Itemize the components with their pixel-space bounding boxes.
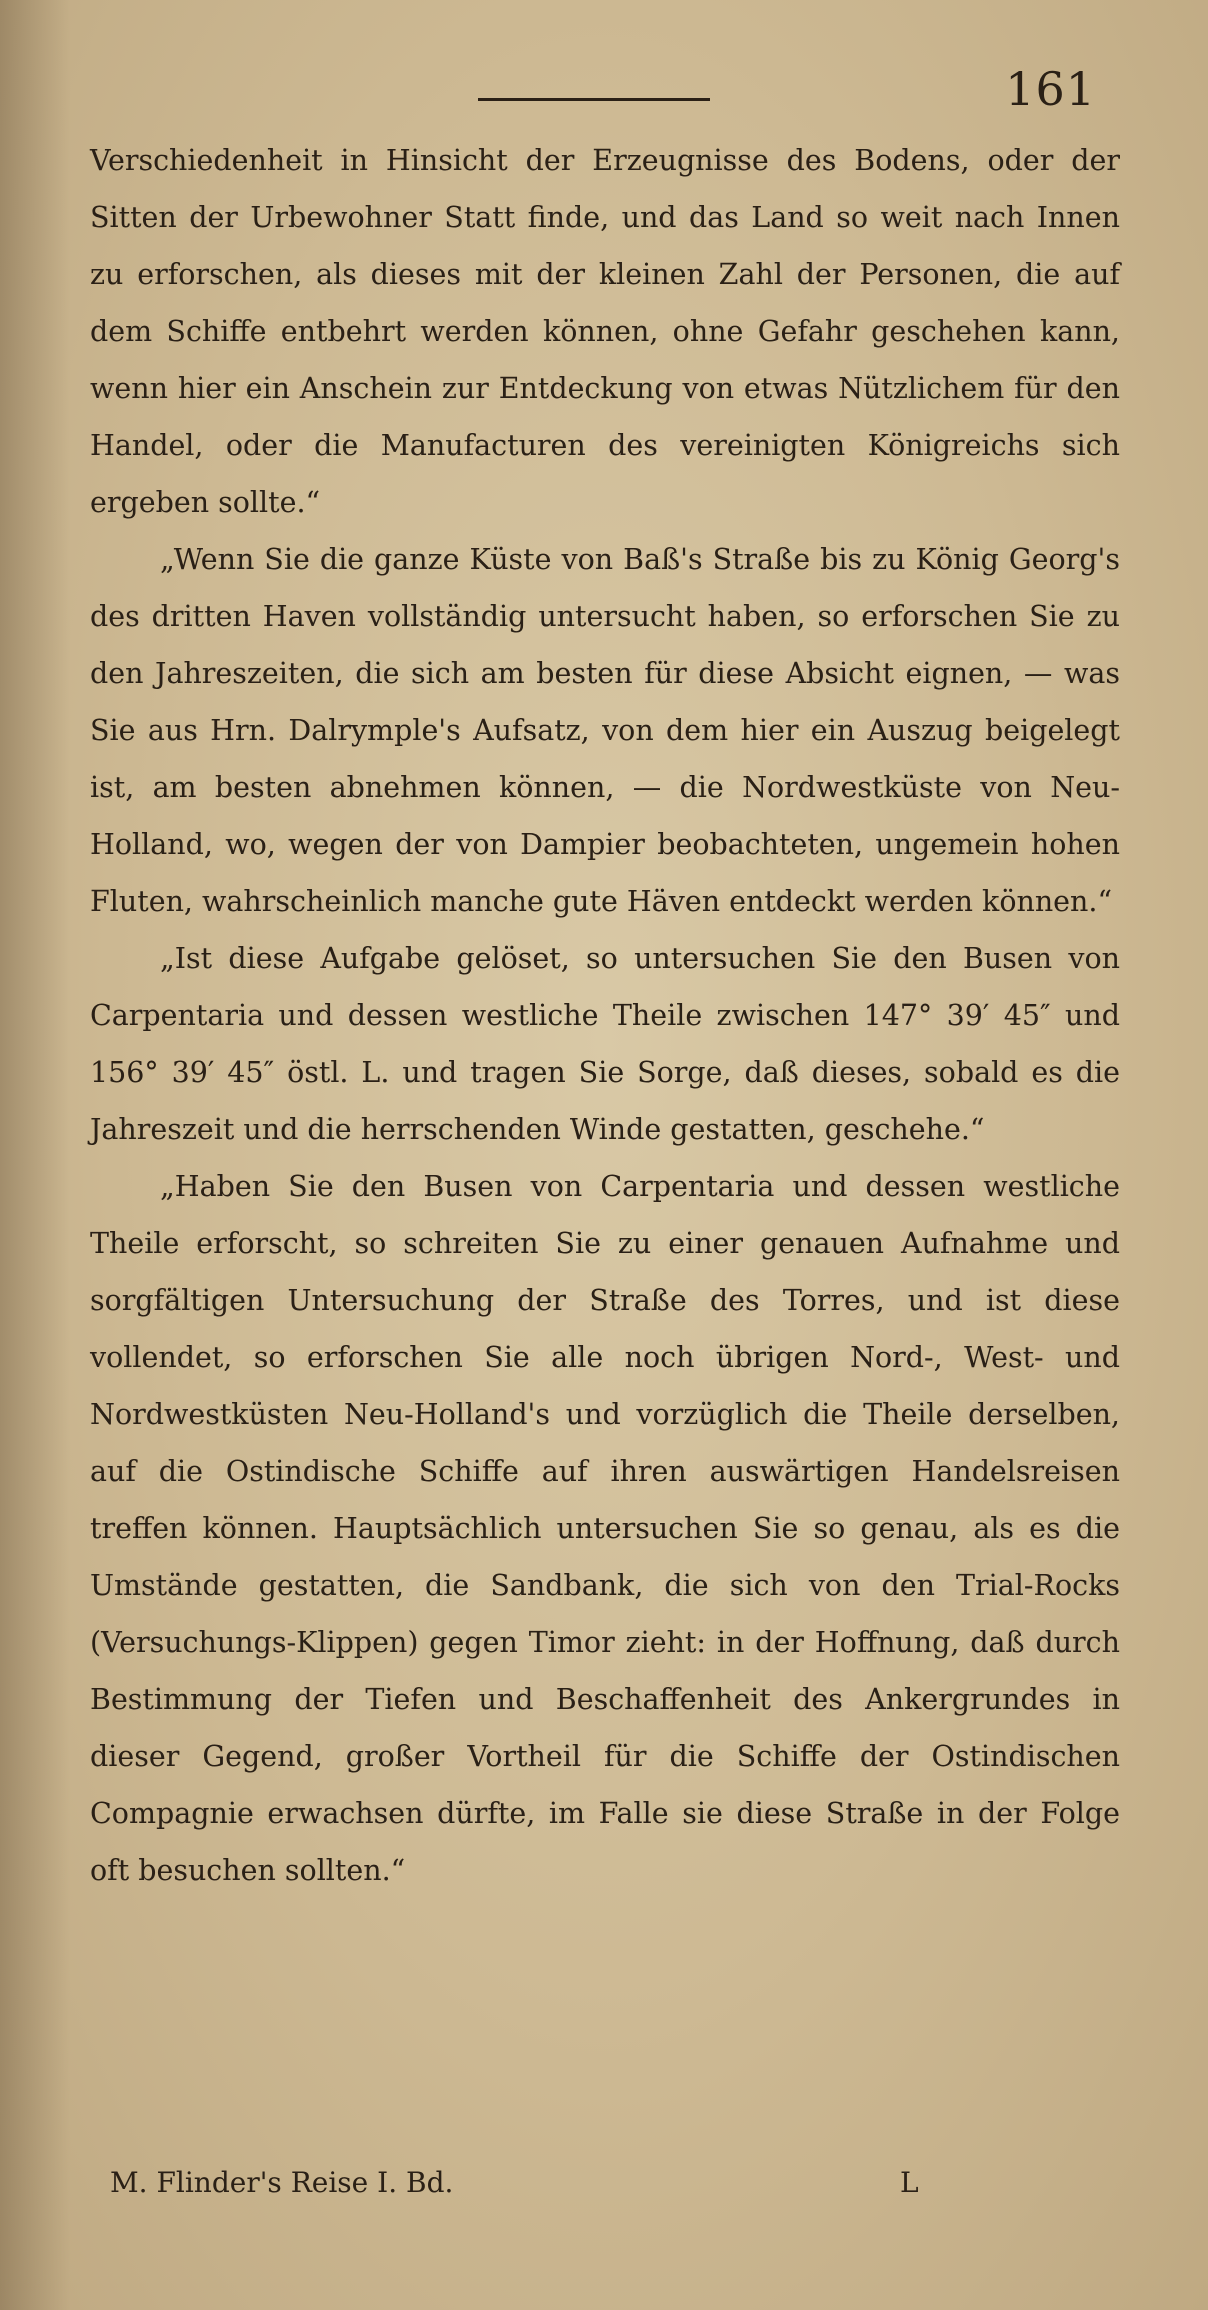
paragraph-3: „Ist diese Aufgabe gelöset, so untersuchen Sie den Busen von Carpentaria und dessen westliche Theile zwischen 147° 39′ 45″ und 156° 39′ 45″ östl. L. und tragen Sie Sorge, daß dieses, sobald es die Jahreszeit und die herrschenden Winde gestatten, geschehe.“ [90, 942, 1120, 1146]
page-number: 161 [1005, 62, 1096, 116]
signature-line: M. Flinder's Reise I. Bd. [110, 2166, 454, 2199]
body-text [90, 132, 1120, 1899]
header-rule [478, 98, 710, 101]
paragraph-4: „Haben Sie den Busen von Carpentaria und dessen westliche Theile erforscht, so schreiten Sie zu einer genauen Aufnahme und sorgfältigen Untersuchung der Straße des Torres, und ist diese vollendet, so erforschen Sie alle noch übrigen Nord-, West- und Nordwestküsten Neu-Holland's und vorzüglich die Theile derselben, auf die Ostindische Schiffe auf ihren auswärtigen Handelsreisen treffen können. Hauptsächlich untersuchen Sie so genau, als es die Umstände gestatten, die Sandbank, die sich von den Trial-Rocks (Versuchungs-Klippen) gegen Timor zieht: in der Hoffnung, daß durch Bestimmung der Tiefen und Beschaffenheit des Ankergrundes in dieser Gegend, großer Vortheil für die Schiffe der Ostindischen Compagnie erwachsen dürfte, im Falle sie diese Straße in der Folge oft besuchen sollten.“ [90, 1170, 1120, 1887]
page-footer [90, 2158, 1120, 2208]
paragraph-2: „Wenn Sie die ganze Küste von Baß's Straße bis zu König Georg's des dritten Haven vollständig untersucht haben, so erforschen Sie zu den Jahreszeiten, die sich am besten für diese Absicht eignen, — was Sie aus Hrn. Dalrymple's Aufsatz, von dem hier ein Auszug beigelegt ist, am besten abnehmen können, — die Nordwestküste von Neu-Holland, wo, wegen der von Dampier beobachteten, ungemein hohen Fluten, wahrscheinlich manche gute Häven entdeckt werden können.“ [90, 543, 1120, 918]
gathering-mark: L [900, 2166, 919, 2199]
paragraph-1: Verschiedenheit in Hinsicht der Erzeugnisse des Bodens, oder der Sitten der Urbewohner Statt finde, und das Land so weit nach Innen zu erforschen, als dieses mit der kleinen Zahl der Personen, die auf dem Schiffe entbehrt werden können, ohne Gefahr geschehen kann, wenn hier ein Anschein zur Entdeckung von etwas Nützlichem für den Handel, oder die Manufacturen des vereinigten Königreichs sich ergeben sollte.“ [90, 144, 1120, 519]
gutter-shadow [0, 0, 70, 2310]
